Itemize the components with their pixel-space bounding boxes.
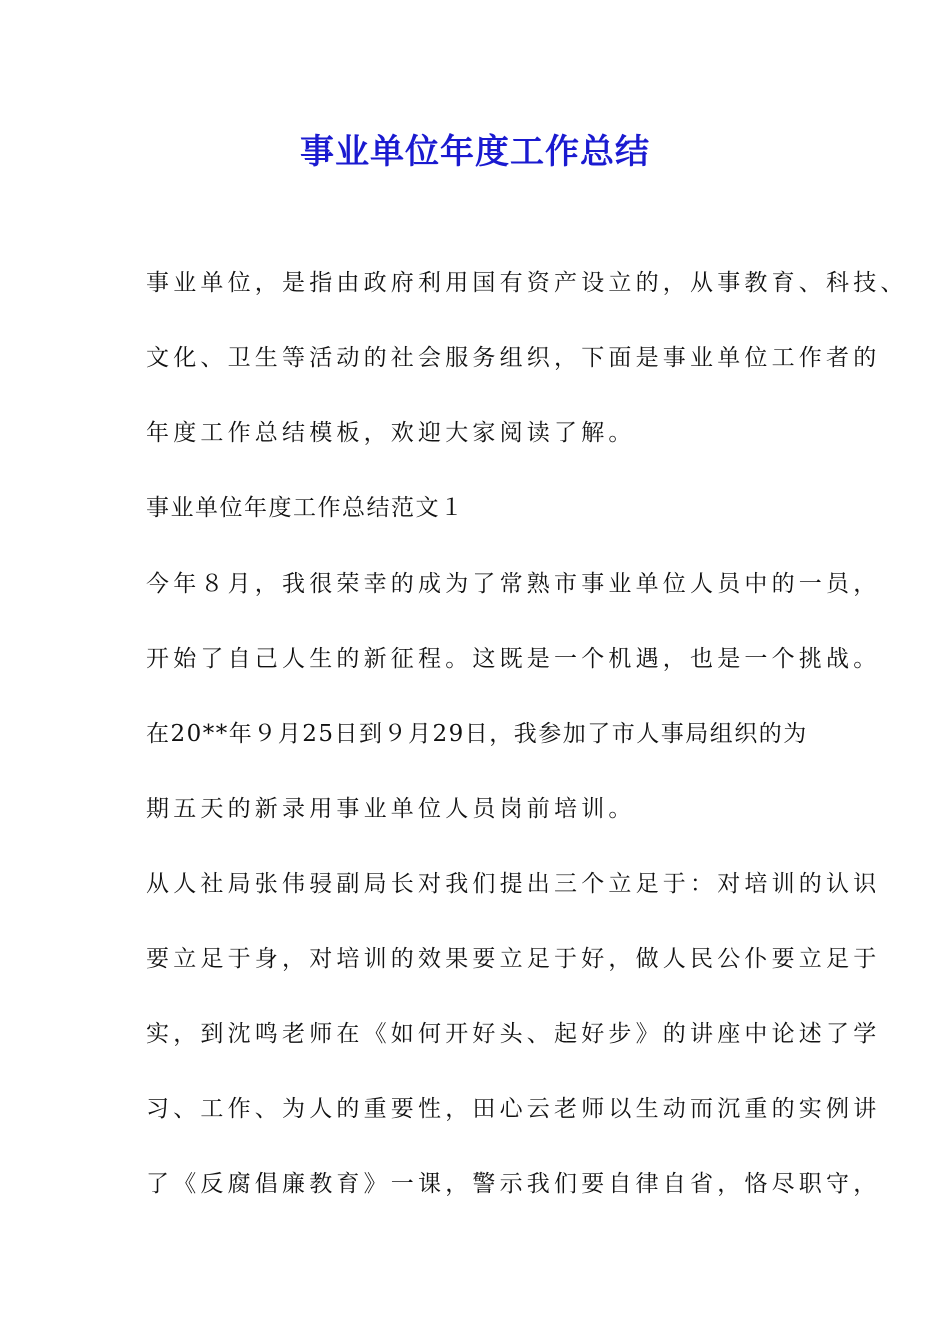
paragraph-line: 事业单位，是指由政府利用国有资产设立的，从事教育、科技、	[146, 270, 908, 296]
paragraph-line: 今年８月，我很荣幸的成为了常熟市事业单位人员中的一员，	[146, 571, 881, 597]
paragraph-line: 期五天的新录用事业单位人员岗前培训。	[146, 796, 636, 822]
section-heading: 事业单位年度工作总结范文１	[146, 495, 465, 521]
paragraph-line: 实，到沈鸣老师在《如何开好头、起好步》的讲座中论述了学	[146, 1021, 881, 1047]
paragraph-line: 在20**年９月25日到９月29日，我参加了市人事局组织的为	[146, 721, 808, 747]
paragraph-line: 了《反腐倡廉教育》一课，警示我们要自律自省，恪尽职守，	[146, 1171, 881, 1197]
page-title: 事业单位年度工作总结	[300, 132, 650, 172]
paragraph-line: 开始了自己人生的新征程。这既是一个机遇，也是一个挑战。	[146, 646, 881, 672]
paragraph-line: 从人社局张伟骎副局长对我们提出三个立足于：对培训的认识	[146, 871, 881, 897]
paragraph-line: 习、工作、为人的重要性，田心云老师以生动而沉重的实例讲	[146, 1096, 881, 1122]
paragraph-line: 文化、卫生等活动的社会服务组织，下面是事业单位工作者的	[146, 345, 881, 371]
paragraph-line: 年度工作总结模板，欢迎大家阅读了解。	[146, 420, 636, 446]
paragraph-line: 要立足于身，对培训的效果要立足于好，做人民公仆要立足于	[146, 946, 881, 972]
